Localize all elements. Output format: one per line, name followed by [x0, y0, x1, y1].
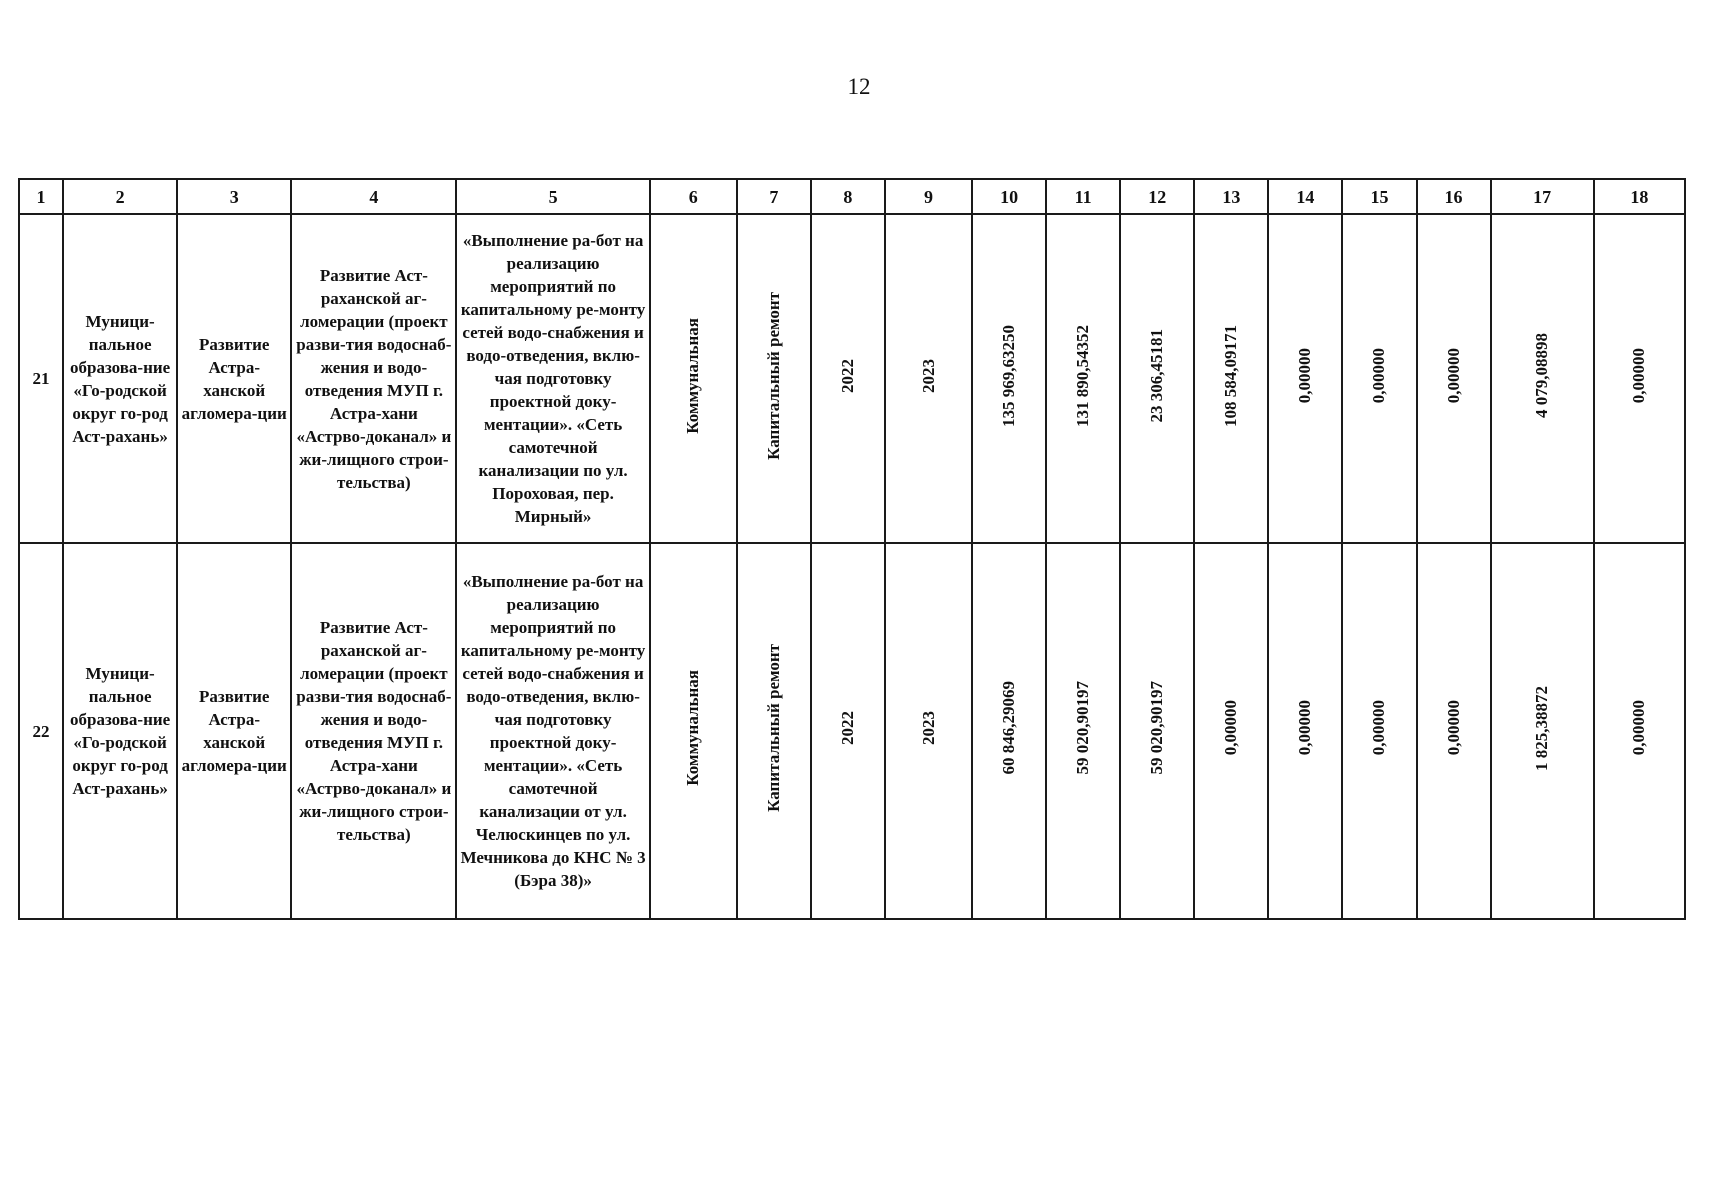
amount-text: 0,00000 — [1629, 347, 1649, 404]
ownership-text: Коммунальная — [683, 670, 703, 786]
amount-cell — [1046, 543, 1120, 919]
column-header: 8 — [811, 179, 885, 214]
amount-text: 131 890,54352 — [1073, 324, 1093, 427]
amount-cell — [1342, 214, 1416, 543]
municipal-entity-text: Муници-пальное образова-ние «Го-родской округ го-род Аст-рахань» — [69, 311, 171, 446]
amount-text: 0,00000 — [1443, 347, 1463, 404]
agglomeration-cell — [177, 214, 291, 543]
year-start-cell — [811, 543, 885, 919]
agglomeration-text: Развитие Астра-ханской агломера-ции — [181, 687, 287, 775]
municipal-entity-text: Муници-пальное образова-ние «Го-родской округ го-род Аст-рахань» — [69, 664, 171, 798]
amount-cell — [1120, 214, 1194, 543]
table-row — [19, 214, 1685, 543]
column-header: 11 — [1046, 179, 1120, 214]
amount-text: 0,00000 — [1443, 700, 1463, 756]
table-container — [18, 178, 1686, 920]
amount-text: 135 969,63250 — [999, 324, 1019, 427]
amount-cell — [1594, 214, 1685, 543]
page-number: 12 — [847, 74, 871, 99]
amount-cell — [972, 214, 1046, 543]
amount-cell — [1342, 543, 1416, 919]
column-header: 1 — [19, 179, 63, 214]
amount-cell — [1194, 214, 1268, 543]
column-header: 5 — [456, 179, 649, 214]
year-end-cell — [885, 543, 972, 919]
amount-text: 0,00000 — [1629, 700, 1649, 756]
agglomeration-cell — [177, 543, 291, 919]
amount-cell — [1491, 214, 1594, 543]
amount-cell — [1268, 214, 1342, 543]
amount-cell — [1046, 214, 1120, 543]
project-cell — [291, 214, 456, 543]
work-type-cell — [737, 214, 811, 543]
column-header: 2 — [63, 179, 177, 214]
amount-text: 60 846,29069 — [999, 681, 1019, 775]
year-end-cell — [885, 214, 972, 543]
column-header: 13 — [1194, 179, 1268, 214]
column-header: 14 — [1268, 179, 1342, 214]
amount-text: 108 584,09171 — [1221, 324, 1241, 427]
amount-cell — [1268, 543, 1342, 919]
amount-text: 59 020,90197 — [1073, 681, 1093, 775]
column-header: 6 — [650, 179, 737, 214]
work-type-cell — [737, 543, 811, 919]
amount-text: 0,00000 — [1295, 700, 1315, 756]
amount-cell — [1417, 214, 1491, 543]
column-header: 15 — [1342, 179, 1416, 214]
column-header: 17 — [1491, 179, 1594, 214]
municipal-entity-cell — [63, 543, 177, 919]
ownership-cell — [650, 214, 737, 543]
year-start-text: 2022 — [837, 358, 857, 393]
column-header: 10 — [972, 179, 1046, 214]
year-end-text: 2023 — [918, 358, 938, 393]
column-header: 9 — [885, 179, 972, 214]
year-end-text: 2023 — [918, 711, 938, 745]
column-header: 3 — [177, 179, 291, 214]
column-header: 16 — [1417, 179, 1491, 214]
amount-text: 0,00000 — [1369, 700, 1389, 756]
row-number: 22 — [19, 543, 63, 919]
amount-cell — [972, 543, 1046, 919]
object-cell — [456, 543, 649, 919]
amount-text: 23 306,45181 — [1147, 328, 1167, 423]
amount-text: 1 825,38872 — [1532, 685, 1552, 771]
municipal-entity-cell — [63, 214, 177, 543]
project-text: Развитие Аст-раханской аг-ломерации (проект разви-тия водоснаб-жения и водо-отведения МУП г. Астра-хани «Астрво-доканал» и жи-лищного строи-тельства) — [296, 618, 452, 844]
work-type-text: Капитальный ремонт — [763, 291, 783, 460]
amount-cell — [1417, 543, 1491, 919]
amount-text: 0,00000 — [1295, 347, 1315, 404]
amount-text: 0,00000 — [1369, 347, 1389, 404]
project-text: Развитие Аст-раханской аг-ломерации (проект разви-тия водоснаб-жения и водо-отведения МУП г. Астра-хани «Астрво-доканал» и жи-лищного строи-тельства) — [296, 265, 452, 492]
ownership-text: Коммунальная — [683, 317, 703, 434]
amount-cell — [1594, 543, 1685, 919]
object-text: «Выполнение ра-бот на реализацию мероприятий по капитальному ре-монту сетей водо-снабжения и водо-отведения, вклю-чая подготовку проектной доку-ментации». «Сеть самотечной канализации по ул. Пороховая, пер. Мирный» — [460, 231, 646, 526]
project-cell — [291, 543, 456, 919]
column-header: 12 — [1120, 179, 1194, 214]
amount-cell — [1120, 543, 1194, 919]
amount-text: 59 020,90197 — [1147, 681, 1167, 775]
year-start-cell — [811, 214, 885, 543]
table-row — [19, 543, 1685, 919]
amount-cell — [1491, 543, 1594, 919]
amount-text: 0,00000 — [1221, 700, 1241, 756]
amount-text: 4 079,08898 — [1532, 333, 1552, 418]
column-header: 4 — [291, 179, 456, 214]
ownership-cell — [650, 543, 737, 919]
year-start-text: 2022 — [837, 711, 857, 745]
data-table — [18, 178, 1686, 920]
object-cell — [456, 214, 649, 543]
row-number: 21 — [19, 214, 63, 543]
object-text: «Выполнение ра-бот на реализацию мероприятий по капитальному ре-монту сетей водо-снабжения и водо-отведения, вклю-чая подготовку проектной доку-ментации». «Сеть самотечной канализации от ул. Челюскинцев по ул. Мечникова до КНС № 3 (Бэра 38)» — [460, 572, 646, 890]
column-header: 7 — [737, 179, 811, 214]
agglomeration-text: Развитие Астра-ханской агломера-ции — [181, 334, 287, 423]
table-header-row — [19, 179, 1685, 214]
amount-cell — [1194, 543, 1268, 919]
column-header: 18 — [1594, 179, 1685, 214]
work-type-text: Капитальный ремонт — [763, 644, 783, 812]
